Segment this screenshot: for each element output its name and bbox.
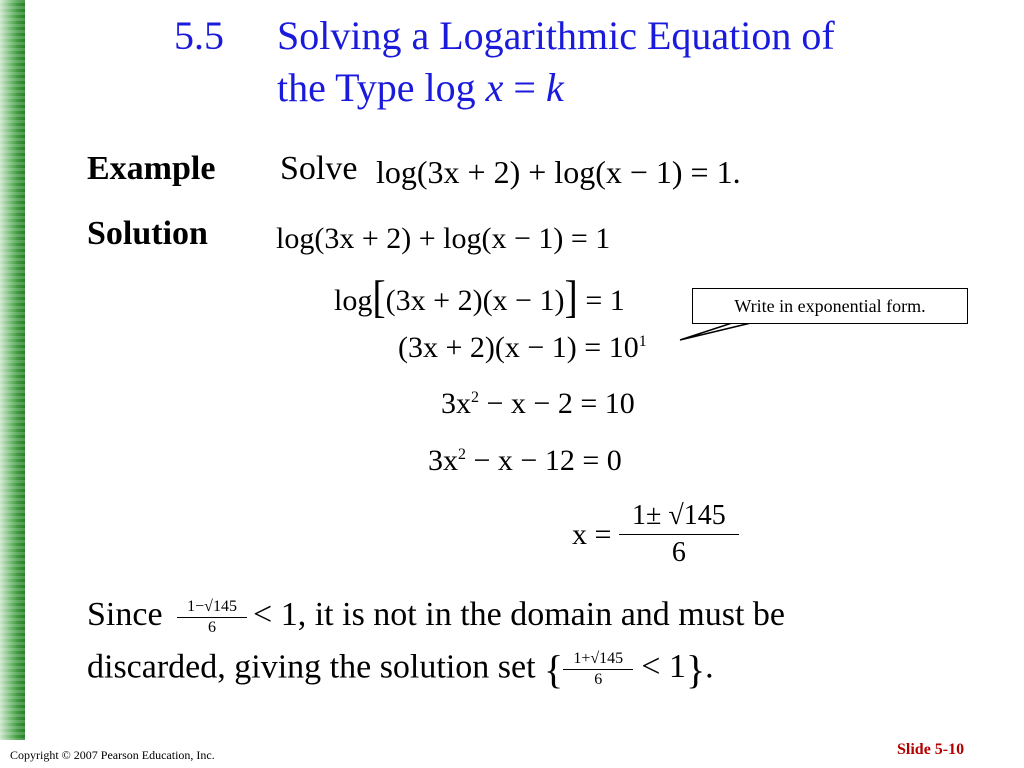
solution-step-5 <box>428 444 622 478</box>
example-equation: log(3x + 2) + log(x − 1) = 1. <box>376 154 741 190</box>
step-2-rhs: = 1 <box>577 284 625 317</box>
title-equals: = <box>503 65 546 110</box>
step-3-text: (3x + 2)(x − 1) = 10 <box>398 331 639 364</box>
inline-fraction-1 <box>177 599 247 636</box>
slide-number: Slide 5-10 <box>897 741 965 758</box>
step-2-log: log <box>334 284 373 317</box>
fraction-1-bar <box>177 617 247 618</box>
conclusion-rest-1: , it is not in the domain and must be <box>297 596 786 633</box>
step-4-b: − x − 2 = 10 <box>479 387 635 420</box>
callout-box: Write in exponential form. <box>692 288 968 324</box>
conclusion-line-2 <box>87 646 714 693</box>
fraction-1-numerator: 1−√145 <box>187 597 237 615</box>
final-period: . <box>705 648 714 686</box>
title-line-2-prefix: the Type log <box>277 65 486 110</box>
step-2-right-bracket: ] <box>564 270 578 323</box>
fraction-2-numerator: 1+√145 <box>573 650 624 667</box>
sidebar-stripes <box>0 0 25 740</box>
open-brace: { <box>544 647 564 692</box>
step-5-a: 3x <box>428 444 458 477</box>
solution-step-6 <box>572 500 739 569</box>
less-than-1: < 1 <box>253 596 298 633</box>
inline-fraction-2 <box>563 651 633 688</box>
step-6-lhs: x = <box>572 517 612 551</box>
section-number: 5.5 <box>174 13 224 58</box>
fraction-2-denominator: 6 <box>594 671 603 688</box>
step-6-numerator: 1± √145 <box>632 500 726 531</box>
conclusion-line-2-text: discarded, giving the solution set <box>87 648 536 686</box>
close-brace: } <box>685 647 706 692</box>
less-than-2: < 1 <box>641 648 686 686</box>
copyright-text: Copyright © 2007 Pearson Education, Inc. <box>10 748 215 762</box>
fraction-2-bar <box>563 669 633 670</box>
step-4-exponent: 2 <box>471 389 479 406</box>
step-6-fraction <box>619 500 739 569</box>
conclusion-line-1 <box>87 596 785 636</box>
example-solve-word: Solve <box>280 150 358 187</box>
solution-step-3 <box>398 331 647 365</box>
decorative-sidebar <box>0 0 25 740</box>
title-line-2 <box>277 64 564 112</box>
title-line-1: Solving a Logarithmic Equation of <box>277 13 835 58</box>
solution-step-2 <box>334 270 625 323</box>
solution-step-1: log(3x + 2) + log(x − 1) = 1 <box>276 222 611 255</box>
solution-step-4 <box>441 387 635 421</box>
example-label: Example <box>87 150 216 187</box>
step-6-fraction-bar <box>619 534 739 535</box>
solution-label: Solution <box>87 215 208 252</box>
title-var-k: k <box>545 65 564 110</box>
step-2-left-bracket: [ <box>372 270 386 323</box>
step-6-denominator: 6 <box>671 537 686 568</box>
step-4-a: 3x <box>441 387 471 420</box>
since-word: Since <box>87 596 163 633</box>
fraction-1-denominator: 6 <box>208 618 217 636</box>
step-3-exponent: 1 <box>638 333 647 350</box>
step-5-b: − x − 12 = 0 <box>466 444 622 477</box>
title-var-x: x <box>485 65 504 110</box>
step-2-inner: (3x + 2)(x − 1) <box>385 284 565 317</box>
step-5-exponent: 2 <box>458 446 466 463</box>
